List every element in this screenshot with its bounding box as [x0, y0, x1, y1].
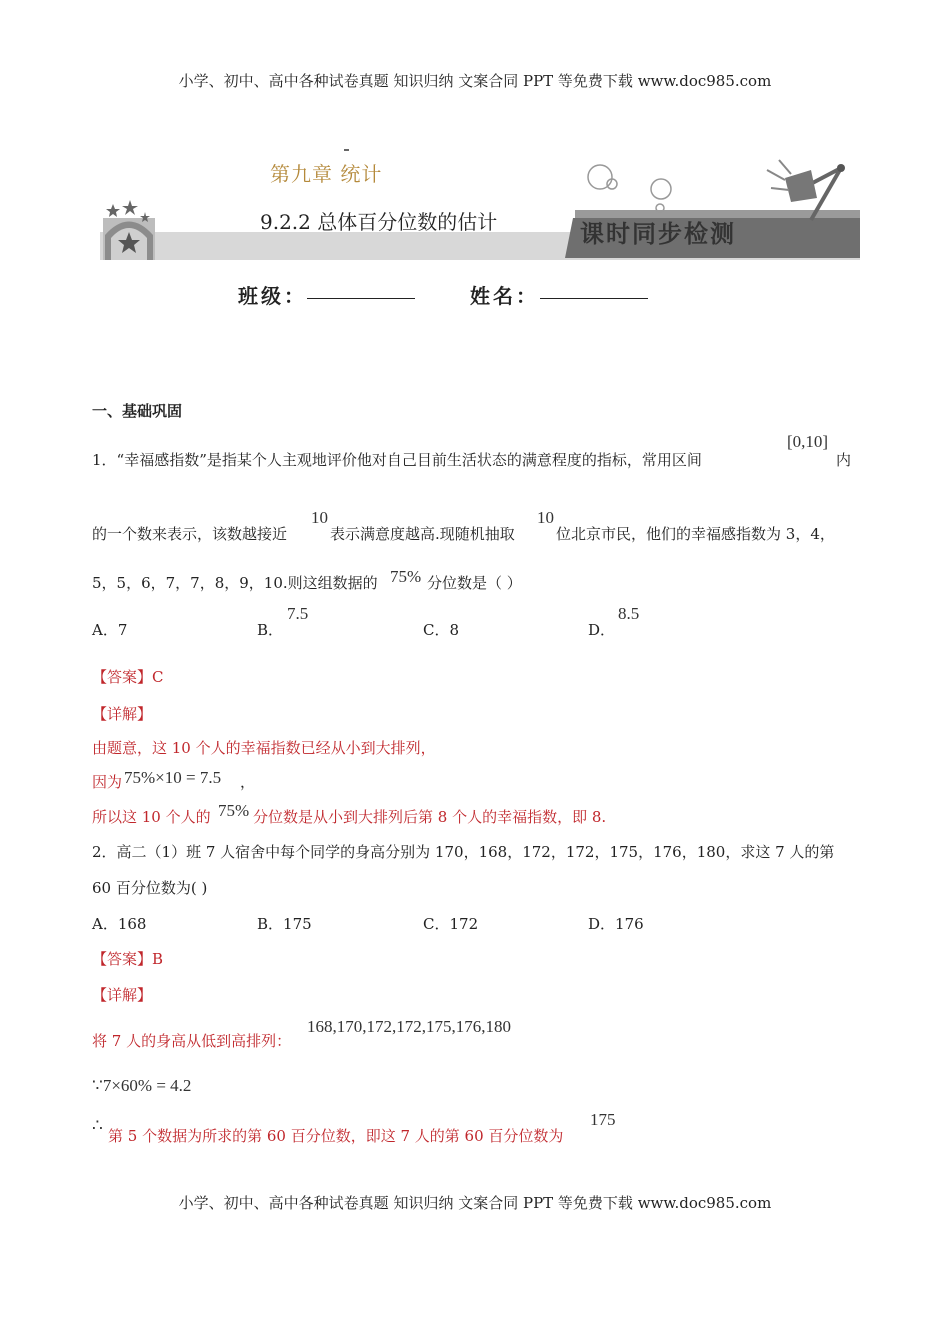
- q1-exp3-math: 75%: [218, 801, 250, 820]
- q1-exp1: 由题意，这 10 个人的幸福指数已经从小到大排列，: [92, 739, 436, 757]
- q1-answer: 【答案】C: [92, 668, 164, 686]
- page-header: 小学、初中、高中各种试卷真题 知识归纳 文案合同 PPT 等免费下载 www.doc985.com: [178, 72, 772, 90]
- q1-option-a[interactable]: A．7: [92, 621, 128, 639]
- page-footer: 小学、初中、高中各种试卷真题 知识归纳 文案合同 PPT 等免费下载 www.doc985.com: [178, 1194, 772, 1212]
- q1-ten-a: 10: [311, 508, 328, 527]
- q1-line3b: 分位数是（ ）: [427, 574, 522, 592]
- q2-option-c[interactable]: C．172: [423, 915, 479, 933]
- q2-exp1a: 将 7 人的身高从低到高排列：: [92, 1032, 292, 1050]
- q2-option-d[interactable]: D．176: [588, 915, 644, 933]
- bubbles-icon: [588, 165, 671, 212]
- lesson-title: 9.2.2 总体百分位数的估计: [260, 210, 498, 234]
- q1-line2b: 表示满意度越高.现随机抽取: [330, 525, 515, 543]
- class-label: 班级：: [238, 284, 307, 308]
- chapter-title: 第九章 统计: [270, 162, 383, 186]
- q1-line2a: 的一个数来表示，该数越接近: [92, 525, 288, 543]
- q2-line1: 2．高二（1）班 7 人宿舍中每个同学的身高分别为 170，168，172，172，175，176，180，求这 7 人的第: [92, 843, 835, 861]
- class-input-line[interactable]: [307, 298, 415, 299]
- q1-option-c[interactable]: C．8: [423, 621, 460, 639]
- q1-option-b[interactable]: B．: [257, 621, 284, 639]
- q2-option-b[interactable]: B．175: [257, 915, 312, 933]
- q2-detail-label: 【详解】: [92, 986, 153, 1004]
- q1-ten-b: 10: [537, 508, 554, 527]
- q1-interval: [0,10]: [787, 432, 829, 451]
- q1-exp2a: 因为: [92, 773, 123, 791]
- q1-line1-end: 内: [836, 451, 852, 469]
- q2-line2: 60 百分位数为( ): [92, 879, 208, 897]
- chapter-banner: [95, 140, 865, 265]
- q1-line1: 1．“幸福感指数”是指某个人主观地评价他对自己目前生活状态的满意程度的指标，常用区间: [92, 451, 702, 469]
- q1-detail-label: 【详解】: [92, 705, 153, 723]
- q1-exp3a: 所以这 10 个人的: [92, 808, 211, 826]
- therefore-symbol: ∴: [92, 1116, 103, 1135]
- q2-option-a[interactable]: A．168: [92, 915, 147, 933]
- q1-line3a: 5，5，6，7，7，8，9，10.则这组数据的: [92, 574, 378, 592]
- q2-answer: 【答案】B: [92, 950, 164, 968]
- name-label: 姓名：: [470, 284, 539, 308]
- q1-exp2b: ，: [240, 773, 256, 791]
- star-badge-icon: [103, 200, 155, 260]
- name-input-line[interactable]: [540, 298, 648, 299]
- q1-line2c: 位北京市民，他们的幸福感指数为 3，4，: [556, 525, 835, 543]
- q2-exp3a: 第 5 个数据为所求的第 60 百分位数，即这 7 人的第 60 百分位数为: [108, 1127, 564, 1145]
- q2-exp1-math: 168,170,172,172,175,176,180: [307, 1017, 511, 1036]
- q1-option-d[interactable]: D．: [588, 621, 616, 639]
- q1-option-d-value: 8.5: [618, 604, 640, 623]
- q2-exp3-math: 175: [590, 1110, 616, 1129]
- section-heading: 一、基础巩固: [92, 402, 183, 420]
- q2-exp2-math: ∵7×60% = 4.2: [92, 1076, 192, 1095]
- q1-exp2-math: 75%×10 = 7.5: [124, 768, 222, 787]
- q1-option-b-value: 7.5: [287, 604, 309, 623]
- q1-pct: 75%: [390, 567, 422, 586]
- q1-exp3b: 分位数是从小到大排列后第 8 个人的幸福指数，即 8.: [253, 808, 607, 826]
- banner-label: 课时同步检测: [580, 220, 736, 248]
